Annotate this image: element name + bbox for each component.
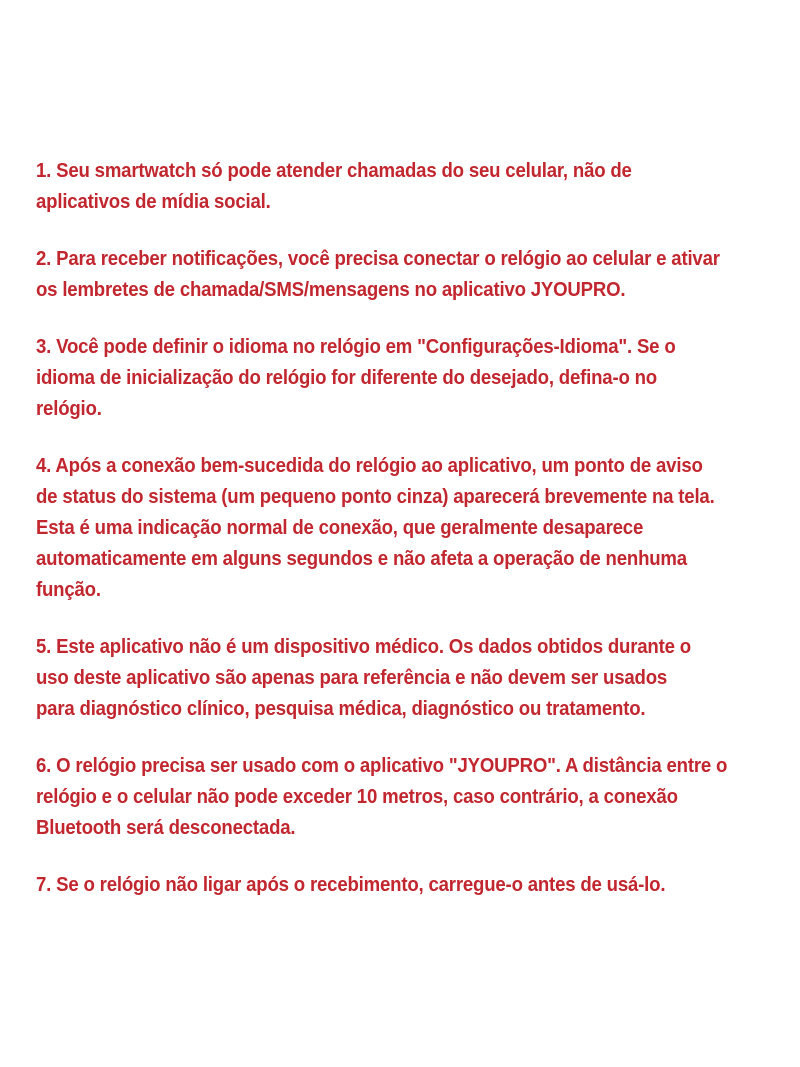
instruction-line: Esta é uma indicação normal de conexão, que geralmente desaparece <box>36 517 644 539</box>
instruction-line: 4. Após a conexão bem-sucedida do relógio ao aplicativo, um ponto de aviso <box>36 455 703 477</box>
instruction-line: 3. Você pode definir o idioma no relógio em "Configurações-Idioma". Se o <box>36 336 676 358</box>
instruction-line: relógio e o celular não pode exceder 10 metros, caso contrário, a conexão <box>36 786 678 808</box>
instruction-line: 6. O relógio precisa ser usado com o aplicativo "JYOUPRO". A distância entre o <box>36 755 728 777</box>
instruction-line: de status do sistema (um pequeno ponto cinza) aparecerá brevemente na tela. <box>36 486 715 508</box>
instruction-paragraph-7 <box>36 870 743 901</box>
instruction-line: 7. Se o relógio não ligar após o recebimento, carregue-o antes de usá-lo. <box>36 874 666 896</box>
instruction-line: uso deste aplicativo são apenas para referência e não devem ser usados <box>36 667 668 689</box>
instruction-line: relógio. <box>36 398 102 420</box>
instruction-paragraph-6 <box>36 751 743 844</box>
instruction-paragraph-3 <box>36 332 743 425</box>
instruction-paragraph-4 <box>36 451 743 606</box>
instruction-line: função. <box>36 579 101 601</box>
instruction-paragraph-2 <box>36 244 743 306</box>
instructions-text-block <box>36 156 743 901</box>
instruction-line: automaticamente em alguns segundos e não afeta a operação de nenhuma <box>36 548 687 570</box>
instruction-line: 2. Para receber notificações, você precisa conectar o relógio ao celular e ativar <box>36 248 720 270</box>
instruction-line: Bluetooth será desconectada. <box>36 817 296 839</box>
instruction-line: idioma de inicialização do relógio for diferente do desejado, defina-o no <box>36 367 657 389</box>
instruction-paragraph-1 <box>36 156 743 218</box>
instruction-line: 1. Seu smartwatch só pode atender chamadas do seu celular, não de <box>36 160 632 182</box>
instruction-line: os lembretes de chamada/SMS/mensagens no aplicativo JYOUPRO. <box>36 279 626 301</box>
instruction-line: 5. Este aplicativo não é um dispositivo médico. Os dados obtidos durante o <box>36 636 691 658</box>
instruction-paragraph-5 <box>36 632 743 725</box>
instruction-line: para diagnóstico clínico, pesquisa médica, diagnóstico ou tratamento. <box>36 698 646 720</box>
instruction-line: aplicativos de mídia social. <box>36 191 271 213</box>
